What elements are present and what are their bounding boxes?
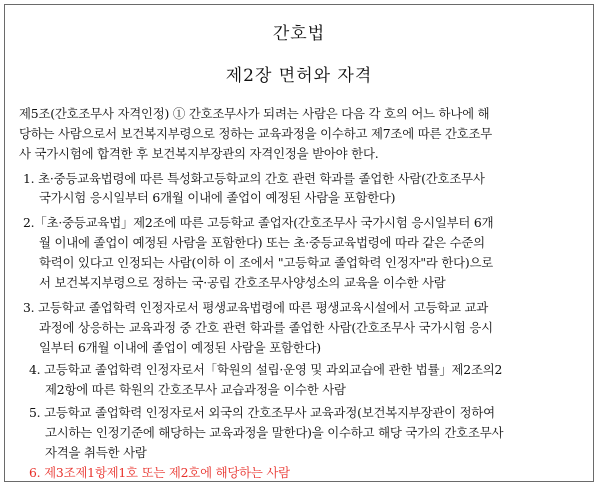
item-2-line: 학력이 있다고 인정되는 사람(이하 이 조에서 "고등학교 졸업학력 인정자"라 한다)으로 [39,255,494,270]
item-5-line: 5. 고등학교 졸업학력 인정자로서 외국의 간호조무사 교육과정(보건복지부장관이 정하여 [29,405,495,420]
item-4-line: 4. 고등학교 졸업학력 인정자로서「학원의 설립·운영 및 과외교습에 관한 법률」제2조의2 [29,362,503,377]
item-2-line: 월 이내에 졸업이 예정된 사람을 포함한다) 또는 초·중등교육법령에 따라 같은 수준의 [39,235,485,250]
item-4-line: 제2항에 따른 학원의 간호조무사 교습과정을 이수한 사람 [45,382,346,397]
item-6-line-highlighted: 6. 제3조제1항제1호 또는 제2호에 해당하는 사람 [29,465,290,480]
item-2-line: 2.「초·중등교육법」제2조에 따른 고등학교 졸업자(간호조무사 국가시험 응시일부터 6개 [23,215,494,230]
document-frame [4,4,594,482]
item-3-line: 일부터 6개월 이내에 졸업이 예정된 사람을 포함한다) [39,340,321,355]
item-2-line: 서 보건복지부령으로 정하는 국·공립 간호조무사양성소의 교육을 이수한 사람 [39,275,446,290]
item-1-line: 국가시험 응시일부터 6개월 이내에 졸업이 예정된 사람을 포함한다) [39,190,396,205]
item-5-line: 자격을 취득한 사람 [45,445,147,460]
chapter-title: 제2장 면허와 자격 [225,66,373,86]
article-line: 사 국가시험에 합격한 후 보건복지부장관의 자격인정을 받아야 한다. [19,146,379,161]
article-line: 당하는 사람으로서 보건복지부령으로 정하는 교육과정을 이수하고 제7조에 따른 간호조무 [19,126,493,141]
article-line: 제5조(간호조무사 자격인정) ① 간호조무사가 되려는 사람은 다음 각 호의 어느 하나에 해 [19,106,490,121]
document-title: 간호법 [272,24,326,44]
item-1-line: 1. 초·중등교육법령에 따른 특성화고등학교의 간호 관련 학과를 졸업한 사람(간호조무사 [23,171,485,186]
item-5-line: 고시하는 인정기준에 해당하는 교육과정을 말한다)을 이수하고 해당 국가의 간호조무사 [45,425,504,440]
item-3-line: 과정에 상응하는 교육과정 중 간호 관련 학과를 졸업한 사람(간호조무사 국가시험 응시 [39,320,493,335]
item-3-line: 3. 고등학교 졸업학력 인정자로서 평생교육법령에 따른 평생교육시설에서 고등학교 교과 [23,300,489,315]
